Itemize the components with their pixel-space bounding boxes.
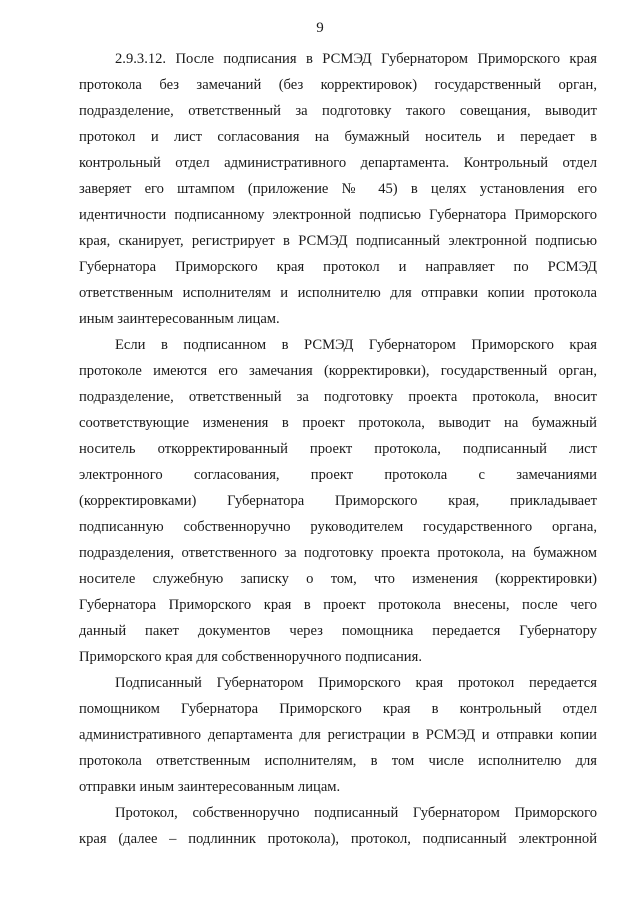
text-line: протокол и лист согласования на бумажный носитель и передает в — [79, 129, 597, 145]
text-line: соответствующие изменения в проект протокола, выводит на бумажный — [79, 415, 597, 431]
text-line: электронного согласования, проект протокола с замечаниями — [79, 467, 597, 483]
paragraph-corrections — [79, 332, 597, 670]
paragraph-original-protocol — [79, 800, 597, 852]
text-line: помощником Губернатора Приморского края в контрольный отдел — [79, 701, 597, 717]
text-line: (корректировками) Губернатора Приморского края, прикладывает — [79, 493, 597, 509]
text-line: Если в подписанном в РСМЭД Губернатором Приморского края — [115, 337, 597, 353]
text-line: протоколе имеются его замечания (корректировки), государственный орган, — [79, 363, 597, 379]
page-number: 9 — [316, 20, 324, 36]
text-line: контрольный отдел административного департамента. Контрольный отдел — [79, 155, 597, 171]
text-line: отправки иным заинтересованным лицам. — [79, 779, 341, 795]
text-line: носителе служебную записку о том, что изменения (корректировки) — [79, 571, 597, 587]
paragraph-2-9-3-12 — [79, 46, 597, 332]
text-line: идентичности подписанному электронной подписью Губернатора Приморского — [79, 207, 597, 223]
text-line: края (далее – подлинник протокола), протокол, подписанный электронной — [79, 831, 597, 847]
text-line: протокола без замечаний (без корректировок) государственный орган, — [79, 77, 597, 93]
text-line: Губернатора Приморского края в проект протокола внесены, после чего — [79, 597, 597, 613]
text-line: ответственным исполнителям и исполнителю для отправки копии протокола — [79, 285, 597, 301]
text-line: носитель откорректированный проект протокола, подписанный лист — [79, 441, 597, 457]
text-line: подразделение, ответственный за подготовку проекта протокола, вносит — [79, 389, 597, 405]
text-line: Подписанный Губернатором Приморского края протокол передается — [115, 675, 597, 691]
text-line: края, сканирует, регистрирует в РСМЭД подписанный электронной подписью — [79, 233, 597, 249]
text-line: Протокол, собственноручно подписанный Губернатором Приморского — [115, 805, 597, 821]
text-line: подразделения, ответственного за подготовку проекта протокола, на бумажном — [79, 545, 597, 561]
text-line: Губернатора Приморского края протокол и направляет по РСМЭД — [79, 259, 597, 275]
text-line: иным заинтересованным лицам. — [79, 311, 280, 327]
text-line: подписанную собственноручно руководителем государственного органа, — [79, 519, 597, 535]
text-line: подразделение, ответственный за подготовку такого совещания, выводит — [79, 103, 597, 119]
text-line: данный пакет документов через помощника передается Губернатору — [79, 623, 597, 639]
text-line: заверяет его штампом (приложение № 45) в целях установления его — [79, 181, 597, 197]
text-line: 2.9.3.12. После подписания в РСМЭД Губернатором Приморского края — [115, 51, 597, 67]
text-line: административного департамента для регистрации в РСМЭД и отправки копии — [79, 727, 597, 743]
paragraph-signed-protocol — [79, 670, 597, 800]
document-body — [79, 46, 597, 852]
text-line: протокола ответственным исполнителям, в том числе исполнителю для — [79, 753, 597, 769]
text-line: Приморского края для собственноручного подписания. — [79, 649, 422, 665]
